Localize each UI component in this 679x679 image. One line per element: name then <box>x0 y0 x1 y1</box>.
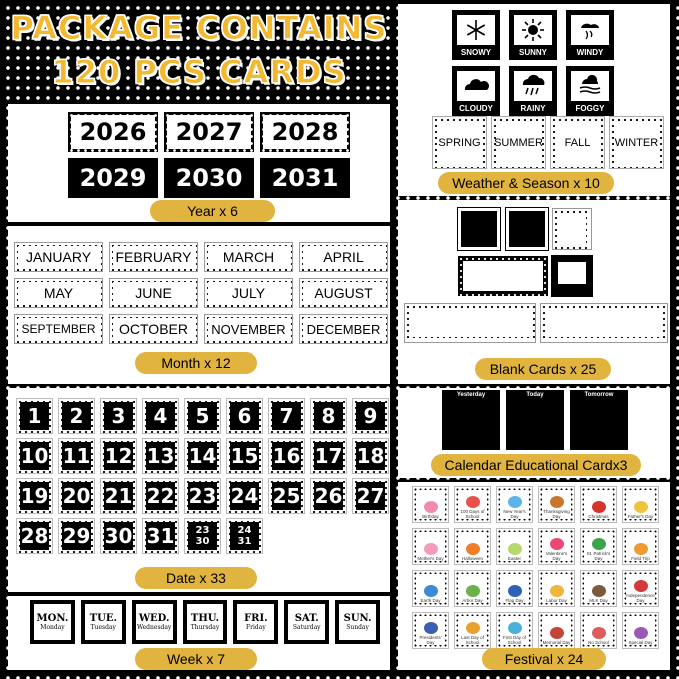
festival-picture-icon <box>634 543 648 555</box>
festival-label: New Year's Day <box>503 509 526 519</box>
festival-card <box>454 486 491 523</box>
festival-card-inner <box>626 532 655 561</box>
blank-card-long <box>540 303 668 343</box>
festival-label: 100 Days of School <box>460 509 485 519</box>
festival-card-inner <box>584 616 613 645</box>
week-full: Thursday <box>190 624 220 631</box>
festival-picture-icon <box>550 538 564 550</box>
festival-card <box>622 612 659 649</box>
weather-card <box>452 10 500 60</box>
season-label: SUMMER <box>496 121 541 164</box>
week-abbr: SAT. <box>294 613 319 624</box>
festival-card <box>412 570 449 607</box>
date-card <box>268 398 305 434</box>
week-abbr: FRI. <box>244 613 268 624</box>
festival-picture-icon <box>550 496 564 508</box>
festival-picture-icon <box>466 585 480 597</box>
week-full: Monday <box>40 624 65 631</box>
festival-picture-icon <box>466 496 480 508</box>
date-split-top: 24 <box>237 525 252 536</box>
blank-card-dotted <box>552 208 592 250</box>
date-card <box>16 438 53 474</box>
season-card-row <box>432 116 664 169</box>
week-count-label: Week x 7 <box>135 648 257 670</box>
month-card <box>14 242 103 272</box>
date-card <box>310 398 347 434</box>
festival-picture-icon <box>550 627 564 639</box>
month-card-label: AUGUST <box>303 282 384 304</box>
week-card <box>132 600 177 644</box>
month-card <box>299 314 388 344</box>
calendar-edu-card <box>442 390 500 450</box>
week-abbr: WED. <box>138 613 170 624</box>
date-card <box>268 438 305 474</box>
festival-picture-icon <box>592 585 606 597</box>
calendar-edu-count-label: Calendar Educational Cardx3 <box>431 454 641 476</box>
year-card <box>68 112 158 152</box>
snowflake-icon <box>457 15 495 45</box>
festival-label: Birthday <box>422 514 439 519</box>
festival-label: Father's Day <box>627 514 654 519</box>
date-card <box>100 478 137 514</box>
year-card-label: 2030 <box>167 161 251 195</box>
festival-label: Halloween <box>461 556 483 561</box>
week-card <box>335 600 380 644</box>
festival-card-inner <box>626 616 655 645</box>
week-full: Friday <box>245 624 266 631</box>
festival-picture-icon <box>424 622 438 634</box>
month-card <box>299 242 388 272</box>
month-card-label: MARCH <box>208 246 289 268</box>
month-card-label: JULY <box>208 282 289 304</box>
date-split-top: 23 <box>195 525 210 536</box>
festival-card-inner <box>584 532 613 561</box>
festival-card-grid <box>412 486 664 649</box>
festival-card-inner <box>626 574 655 603</box>
season-label: FALL <box>555 121 600 164</box>
date-card-number: 12 <box>104 444 133 468</box>
festival-label: Labor Day <box>546 598 567 603</box>
festival-card <box>622 570 659 607</box>
festival-picture-icon <box>424 501 438 513</box>
festival-label: Easter <box>507 556 521 561</box>
festival-picture-icon <box>508 585 522 597</box>
year-card <box>68 158 158 198</box>
month-card <box>14 314 103 344</box>
weather-label: FOGGY <box>575 104 605 113</box>
festival-label: Flag Day <box>505 598 524 603</box>
calendar-edu-label: Yesterday <box>456 392 486 398</box>
festival-card <box>580 570 617 607</box>
month-card <box>109 314 198 344</box>
festival-label: Arbor Day <box>462 598 483 603</box>
rain-icon <box>514 71 552 101</box>
month-card-grid <box>14 242 386 344</box>
week-card <box>233 600 278 644</box>
sun-icon <box>514 15 552 45</box>
festival-card-inner <box>500 532 529 561</box>
month-card-label: JUNE <box>113 282 194 304</box>
date-card-number: 11 <box>62 444 91 468</box>
week-card-inner <box>187 604 224 640</box>
date-card <box>226 398 263 434</box>
date-split-bottom: 31 <box>237 536 252 547</box>
year-card-label: 2026 <box>71 115 155 149</box>
month-card-label: NOVEMBER <box>208 318 289 340</box>
weather-card <box>566 10 614 60</box>
date-card-split <box>226 518 263 554</box>
wind-icon <box>571 15 609 45</box>
weather-card <box>509 10 557 60</box>
date-card <box>310 438 347 474</box>
date-card <box>184 398 221 434</box>
festival-picture-icon <box>592 627 606 639</box>
week-card-inner <box>288 604 325 640</box>
festival-picture-icon <box>550 585 564 597</box>
date-card <box>226 478 263 514</box>
festival-label: Last Day of School <box>461 635 484 645</box>
festival-card-inner <box>542 574 571 603</box>
fog-icon <box>571 71 609 101</box>
festival-label: Earth Day <box>420 598 441 603</box>
festival-card-inner <box>458 490 487 519</box>
festival-label: Valentine's Day <box>545 551 568 561</box>
festival-label: First Day of School <box>502 635 526 645</box>
date-card-number: 28 <box>20 524 49 548</box>
season-card <box>609 116 664 169</box>
festival-card-inner <box>542 532 571 561</box>
month-card <box>204 278 293 308</box>
festival-card <box>580 612 617 649</box>
festival-card-inner <box>500 574 529 603</box>
festival-card <box>580 528 617 565</box>
page-title <box>8 6 390 94</box>
festival-picture-icon <box>634 501 648 513</box>
month-card-label: MAY <box>18 282 99 304</box>
festival-card <box>496 528 533 565</box>
festival-picture-icon <box>424 543 438 555</box>
festival-card <box>538 528 575 565</box>
date-card <box>226 438 263 474</box>
month-card-label: JANUARY <box>18 246 99 268</box>
calendar-edu-card <box>570 390 628 450</box>
year-card-grid <box>68 112 358 198</box>
week-card <box>284 600 329 644</box>
date-card <box>268 478 305 514</box>
date-card-number: 14 <box>188 444 217 468</box>
year-card-label: 2029 <box>71 161 155 195</box>
date-card-number: 30 <box>104 524 133 548</box>
weather-card <box>509 66 557 116</box>
festival-card <box>496 486 533 523</box>
festival-card-inner <box>500 490 529 519</box>
date-card-number: 24 <box>230 484 259 508</box>
blank-card-black <box>506 208 548 250</box>
year-card-label: 2031 <box>263 161 347 195</box>
month-card <box>204 242 293 272</box>
week-full: Sunday <box>346 624 369 631</box>
festival-card <box>454 528 491 565</box>
festival-label: No School <box>588 640 609 645</box>
date-card-number: 25 <box>272 484 301 508</box>
date-card-number: 23 <box>188 484 217 508</box>
week-full: Wednesday <box>136 624 172 631</box>
date-card <box>310 478 347 514</box>
date-card-number: 15 <box>230 444 259 468</box>
date-card <box>58 438 95 474</box>
festival-picture-icon <box>508 622 522 634</box>
blank-count-label: Blank Cards x 25 <box>475 358 611 380</box>
month-card-label: DECEMBER <box>303 318 384 340</box>
festival-card <box>412 486 449 523</box>
month-card <box>14 278 103 308</box>
date-card-grid <box>16 398 386 554</box>
date-card-number: 29 <box>62 524 91 548</box>
date-card-number: 26 <box>314 484 343 508</box>
month-card <box>299 278 388 308</box>
festival-card-inner <box>416 532 445 561</box>
festival-picture-icon <box>508 543 522 555</box>
week-card-inner <box>34 604 71 640</box>
calendar-edu-label: Today <box>526 392 544 398</box>
festival-card <box>580 486 617 523</box>
festival-label: Mother's Day <box>417 556 444 561</box>
festival-card <box>538 570 575 607</box>
festival-picture-icon <box>634 580 648 592</box>
week-abbr: SUN. <box>343 613 372 624</box>
festival-card-inner <box>584 574 613 603</box>
date-card-number: 4 <box>146 402 175 430</box>
festival-card <box>622 486 659 523</box>
blank-card-black <box>458 208 500 250</box>
title-line-2: 120 PCS CARDS <box>51 53 347 91</box>
date-card <box>142 438 179 474</box>
year-card <box>260 112 350 152</box>
festival-card <box>538 486 575 523</box>
festival-label: Memorial Day <box>542 640 571 645</box>
weather-count-label: Weather & Season x 10 <box>438 172 614 194</box>
week-full: Saturday <box>292 624 321 631</box>
weather-label: CLOUDY <box>459 104 493 113</box>
week-card <box>81 600 126 644</box>
week-card-inner <box>339 604 376 640</box>
date-card <box>352 398 389 434</box>
year-count-label: Year x 6 <box>150 200 275 222</box>
date-card-number: 5 <box>188 402 217 430</box>
month-card <box>204 314 293 344</box>
month-card-label: OCTOBER <box>113 318 194 340</box>
year-card <box>164 112 254 152</box>
date-split-bottom: 30 <box>195 536 210 547</box>
blank-card-wide <box>458 256 548 296</box>
weather-card-grid <box>452 10 616 116</box>
season-card <box>550 116 605 169</box>
festival-card <box>412 612 449 649</box>
date-card-number: 31 <box>146 524 175 548</box>
date-card <box>352 478 389 514</box>
weather-card <box>566 66 614 116</box>
festival-card-inner <box>458 616 487 645</box>
festival-picture-icon <box>592 538 606 550</box>
festival-card-inner <box>416 616 445 645</box>
festival-label: Christmas <box>588 514 609 519</box>
festival-card-inner <box>416 490 445 519</box>
festival-label: Independence Day <box>626 593 655 603</box>
week-card-row <box>30 600 380 644</box>
date-card-number: 10 <box>20 444 49 468</box>
month-card <box>109 278 198 308</box>
weather-card <box>452 66 500 116</box>
date-card-number: 20 <box>62 484 91 508</box>
festival-card-inner <box>458 532 487 561</box>
festival-count-label: Festival x 24 <box>482 648 606 670</box>
week-full: Tuesday <box>90 624 116 631</box>
festival-card-inner <box>584 490 613 519</box>
month-card-label: APRIL <box>303 246 384 268</box>
date-card <box>16 478 53 514</box>
date-card <box>184 478 221 514</box>
festival-card <box>622 528 659 565</box>
date-card <box>100 438 137 474</box>
festival-card <box>538 612 575 649</box>
week-card <box>183 600 228 644</box>
blank-card-long <box>404 303 536 343</box>
date-card-number: 18 <box>356 444 385 468</box>
month-card <box>109 242 198 272</box>
festival-picture-icon <box>466 622 480 634</box>
season-label: SPRING <box>437 121 482 164</box>
week-card-inner <box>85 604 122 640</box>
date-card-number: 17 <box>314 444 343 468</box>
festival-label: MLK Day <box>589 598 608 603</box>
festival-label: Thanksgiving Day <box>543 509 570 519</box>
week-card-inner <box>237 604 274 640</box>
date-card <box>16 518 53 554</box>
festival-picture-icon <box>466 543 480 555</box>
year-card <box>164 158 254 198</box>
date-card-number: 2 <box>62 402 91 430</box>
date-card-number: 6 <box>230 402 259 430</box>
date-card-number: 1 <box>20 402 49 430</box>
festival-card-inner <box>542 616 571 645</box>
date-card <box>352 438 389 474</box>
festival-card-inner <box>416 574 445 603</box>
date-card-number: 8 <box>314 402 343 430</box>
date-card <box>100 518 137 554</box>
title-line-1: PACKAGE CONTAINS <box>10 9 388 47</box>
date-card-split-inner <box>230 522 259 550</box>
month-count-label: Month x 12 <box>135 352 257 374</box>
date-card-number: 13 <box>146 444 175 468</box>
festival-card <box>496 612 533 649</box>
date-count-label: Date x 33 <box>135 567 257 589</box>
date-card <box>100 398 137 434</box>
festival-card <box>454 612 491 649</box>
weather-label: SUNNY <box>518 48 547 57</box>
date-card-number: 27 <box>356 484 385 508</box>
festival-picture-icon <box>592 501 606 513</box>
festival-label: Field Trip <box>631 556 650 561</box>
festival-card <box>496 570 533 607</box>
weather-label: WINDY <box>576 48 604 57</box>
date-card-number: 3 <box>104 402 133 430</box>
festival-picture-icon <box>424 585 438 597</box>
blank-card-black <box>552 256 592 296</box>
weather-label: RAINY <box>520 104 546 113</box>
festival-card-inner <box>626 490 655 519</box>
festival-picture-icon <box>508 496 522 508</box>
date-card <box>142 398 179 434</box>
date-card-number: 16 <box>272 444 301 468</box>
date-card-number: 9 <box>356 402 385 430</box>
date-card <box>142 518 179 554</box>
date-card <box>184 438 221 474</box>
date-card-number: 22 <box>146 484 175 508</box>
festival-card-inner <box>458 574 487 603</box>
season-card <box>491 116 546 169</box>
festival-card <box>454 570 491 607</box>
date-card-number: 7 <box>272 402 301 430</box>
cloud-icon <box>457 71 495 101</box>
year-card-label: 2027 <box>167 115 251 149</box>
week-abbr: THU. <box>190 613 220 624</box>
calendar-edu-card <box>506 390 564 450</box>
date-card <box>142 478 179 514</box>
month-card-label: FEBRUARY <box>113 246 194 268</box>
festival-label: Presidents' Day <box>419 635 442 645</box>
season-label: WINTER <box>614 121 659 164</box>
week-card-inner <box>136 604 173 640</box>
week-abbr: TUE. <box>89 613 117 624</box>
festival-label: Special Day <box>628 640 653 645</box>
weather-label: SNOWY <box>460 48 492 57</box>
year-card <box>260 158 350 198</box>
month-card-label: SEPTEMBER <box>18 318 99 340</box>
season-card <box>432 116 487 169</box>
date-card <box>58 518 95 554</box>
festival-card-inner <box>542 490 571 519</box>
week-abbr: MON. <box>36 613 69 624</box>
date-card <box>58 398 95 434</box>
calendar-edu-label: Tomorrow <box>584 392 614 398</box>
week-card <box>30 600 75 644</box>
festival-picture-icon <box>634 627 648 639</box>
festival-card <box>412 528 449 565</box>
year-card-label: 2028 <box>263 115 347 149</box>
date-card-number: 21 <box>104 484 133 508</box>
date-card-split <box>184 518 221 554</box>
festival-card-inner <box>500 616 529 645</box>
date-card <box>58 478 95 514</box>
date-card <box>16 398 53 434</box>
date-card-number: 19 <box>20 484 49 508</box>
date-card-split-inner <box>188 522 217 550</box>
festival-label: St. Patrick's Day <box>586 551 611 561</box>
